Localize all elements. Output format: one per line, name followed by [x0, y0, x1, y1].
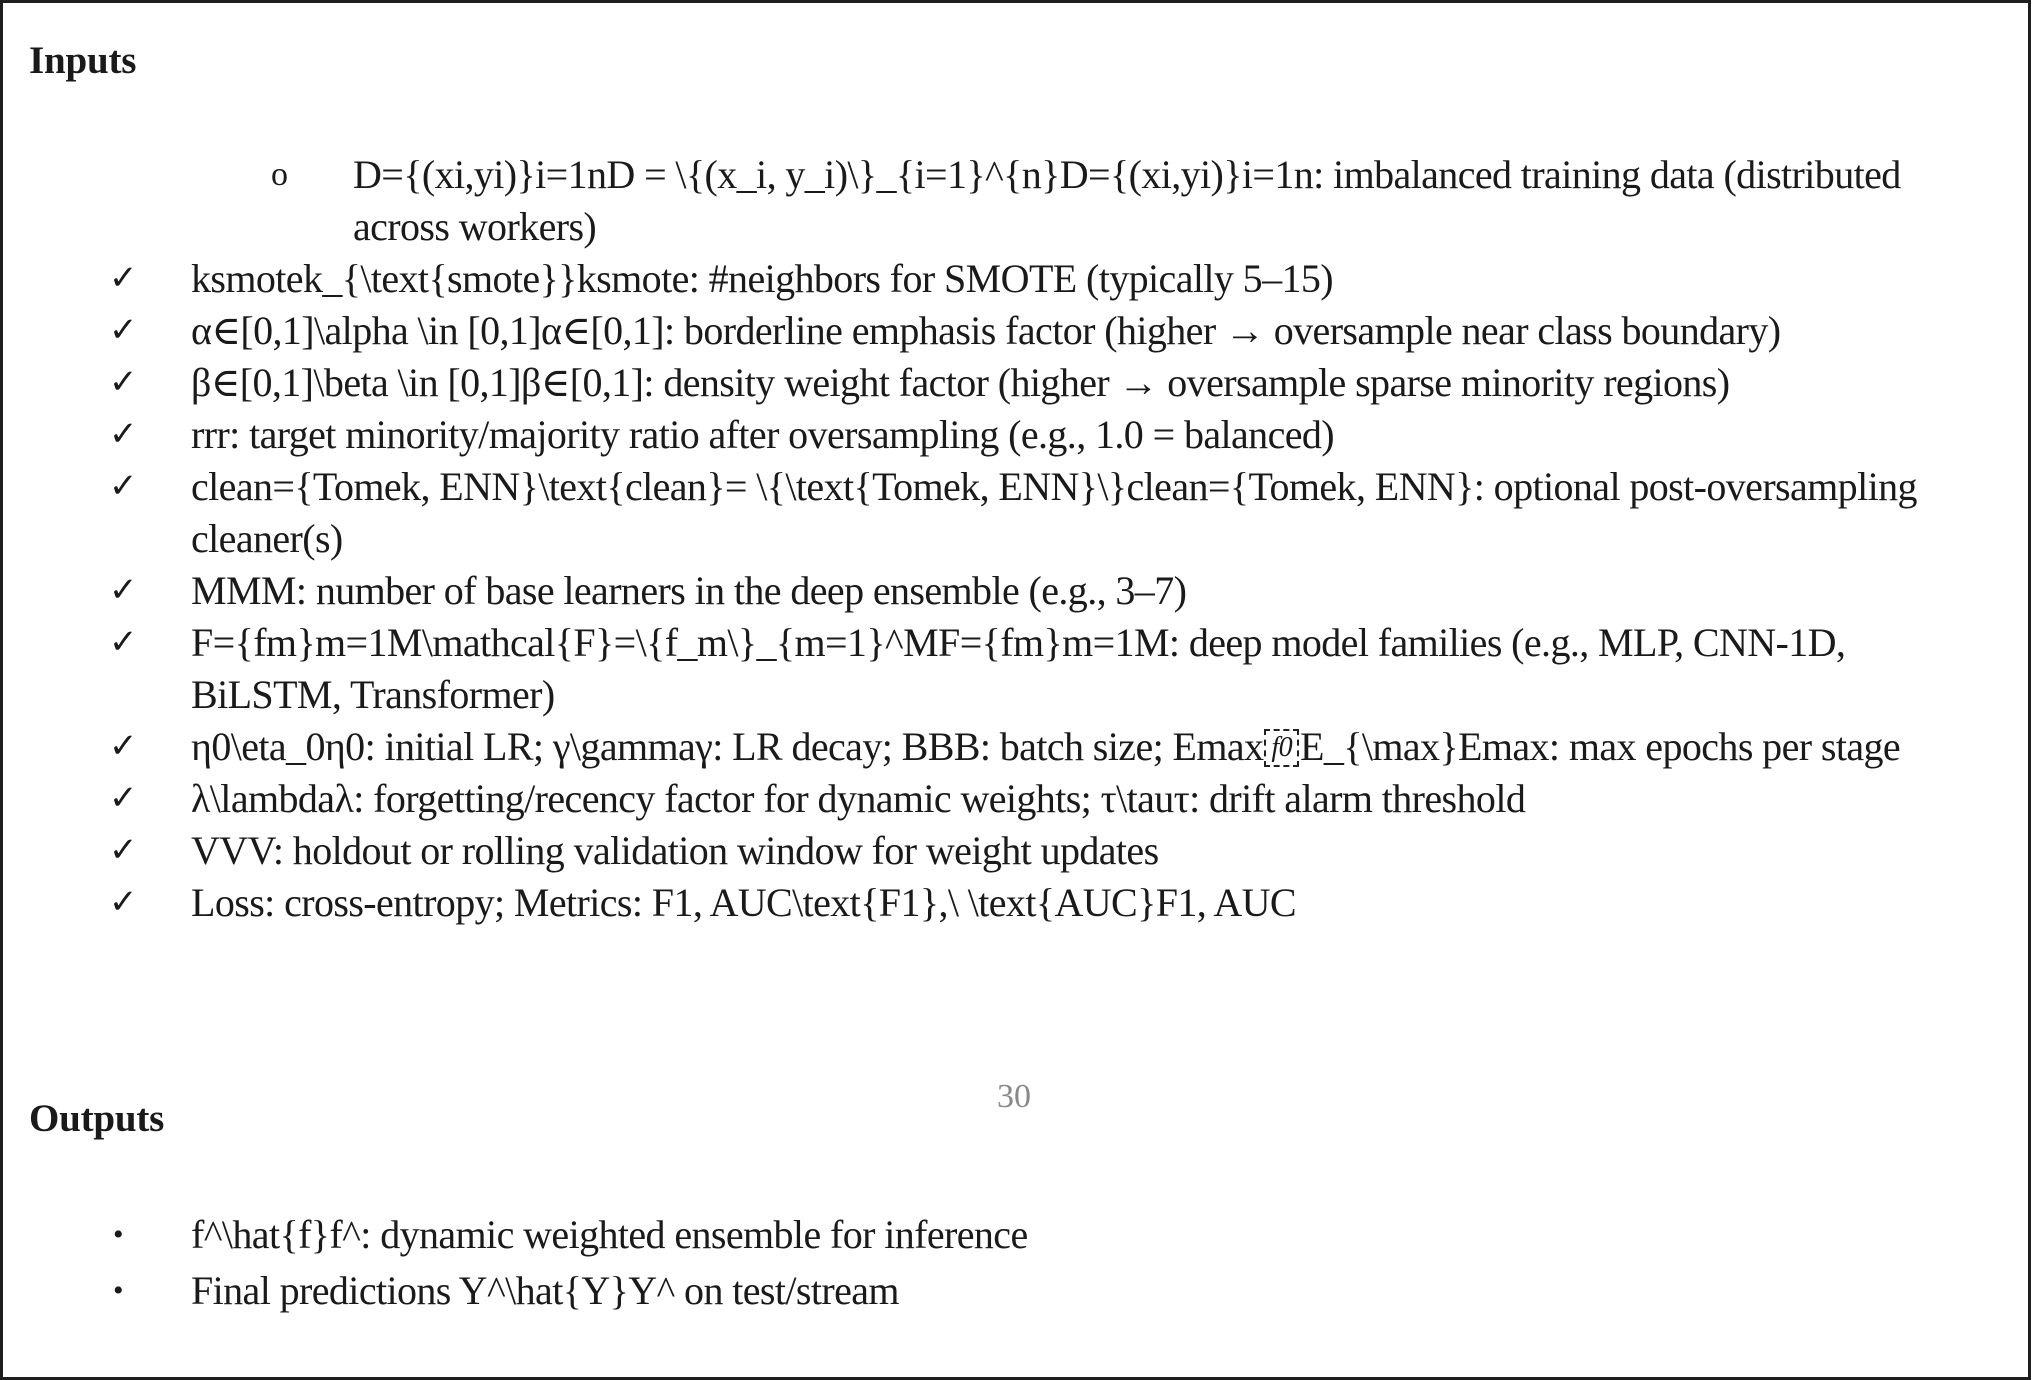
list-item — [3, 773, 2034, 825]
list-item-text: F={fm}m=1M\mathcal{F}=\{f_m\}_{m=1}^MF={fm}m=1M: deep model families (e.g., MLP, CNN-1D, BiLSTM, Transformer) — [191, 620, 1846, 717]
checkmark-icon: ✓ — [109, 624, 137, 661]
checkmark-icon: ✓ — [109, 572, 137, 609]
list-item — [3, 565, 2034, 617]
missing-equation-placeholder-icon: f0 — [1264, 729, 1299, 767]
text-after-placeholder: E_{\max}Emax: max epochs per stage — [1300, 724, 1901, 769]
list-item-text: Loss: cross-entropy; Metrics: F1, AUC\text{F1},\ \text{AUC}F1, AUC — [191, 880, 1296, 925]
list-item — [3, 877, 2034, 929]
list-item — [3, 305, 2034, 357]
list-item — [3, 357, 2034, 409]
list-item-text: Final predictions Y^\hat{Y}Y^ on test/stream — [191, 1268, 899, 1313]
checkmark-icon: ✓ — [109, 832, 137, 869]
list-item — [3, 149, 2034, 253]
list-item — [3, 1265, 2034, 1317]
checkmark-icon: ✓ — [109, 260, 137, 297]
outputs-list — [3, 1209, 2034, 1317]
checkmark-icon: ✓ — [109, 728, 137, 765]
list-item-text: β∈[0,1]\beta \in [0,1]β∈[0,1]: density weight factor (higher → oversample sparse minority regions) — [191, 360, 1730, 405]
checkmark-icon: ✓ — [109, 780, 137, 817]
checkmark-icon: ✓ — [109, 312, 137, 349]
outputs-heading: Outputs — [29, 1097, 165, 1140]
text-before-placeholder: η0\eta_0η0: initial LR; γ\gammaγ: LR decay; BBB: batch size; Emax — [191, 724, 1264, 769]
list-item-text: λ\lambdaλ: forgetting/recency factor for dynamic weights; τ\tauτ: drift alarm threshold — [191, 776, 1526, 821]
list-item — [3, 461, 2034, 565]
list-item-text: MMM: number of base learners in the deep ensemble (e.g., 3–7) — [191, 568, 1187, 613]
checkmark-icon: ✓ — [109, 416, 137, 453]
list-item-text: clean={Tomek, ENN}\text{clean}= \{\text{Tomek, ENN}\}clean={Tomek, ENN}: optional post-oversampling cleaner(s) — [191, 464, 1917, 561]
list-item — [3, 409, 2034, 461]
checkmark-icon: ✓ — [109, 884, 137, 921]
list-item — [3, 721, 2034, 773]
inputs-list — [3, 149, 2034, 929]
hollow-circle-bullet-icon: o — [271, 156, 288, 193]
list-item — [3, 1209, 2034, 1261]
filled-bullet-icon: • — [113, 1218, 123, 1251]
list-item-text: rrr: target minority/majority ratio after oversampling (e.g., 1.0 = balanced) — [191, 412, 1334, 457]
filled-bullet-icon: • — [113, 1274, 123, 1307]
list-item-text: f^\hat{f}f^: dynamic weighted ensemble for inference — [191, 1212, 1028, 1257]
checkmark-icon: ✓ — [109, 364, 137, 401]
page-number: 30 — [997, 1078, 1031, 1115]
list-item-text: D={(xi,yi)}i=1nD = \{(x_i, y_i)\}_{i=1}^{n}D={(xi,yi)}i=1n: imbalanced training data (distributed across workers) — [353, 152, 1901, 249]
list-item — [3, 825, 2034, 877]
list-item-text — [191, 721, 1991, 773]
list-item-text: VVV: holdout or rolling validation window for weight updates — [191, 828, 1159, 873]
list-item — [3, 253, 2034, 305]
inputs-heading: Inputs — [29, 39, 137, 82]
list-item — [3, 617, 2034, 721]
checkmark-icon: ✓ — [109, 468, 137, 505]
list-item-text: ksmotek_{\text{smote}}ksmote: #neighbors for SMOTE (typically 5–15) — [191, 256, 1334, 301]
list-item-text: α∈[0,1]\alpha \in [0,1]α∈[0,1]: borderline emphasis factor (higher → oversample near class boundary) — [191, 308, 1781, 353]
